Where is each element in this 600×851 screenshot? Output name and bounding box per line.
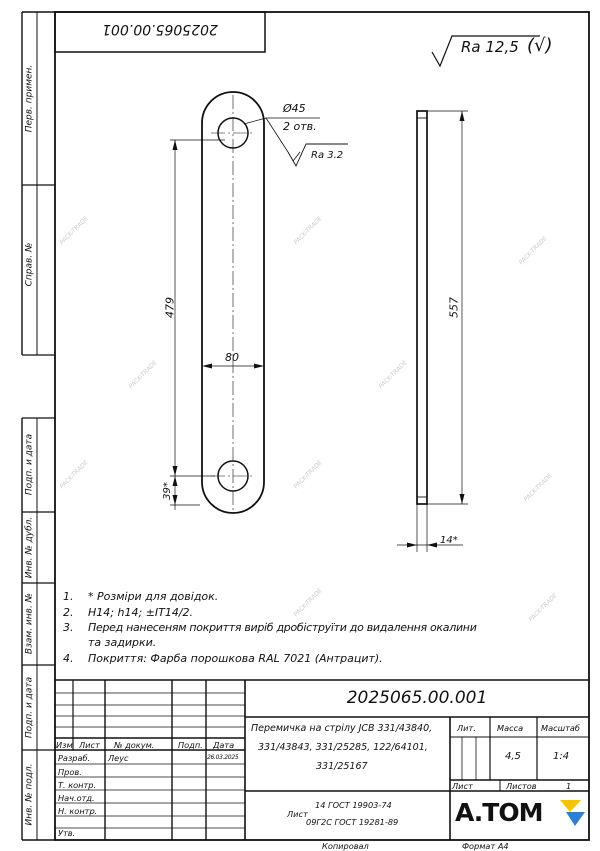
dim-length: 479	[163, 297, 177, 318]
watermark: PACK-TRADE	[292, 459, 324, 491]
stamp-top: 2025065.00.001	[102, 21, 218, 37]
note-text: * Розміри для довідок.	[88, 590, 219, 603]
side-view	[417, 111, 427, 504]
side-label-podp-data-1: Подп. и дата	[24, 433, 35, 496]
note-text: Покриття: Фарба порошкова RAL 7021 (Антрацит).	[88, 652, 383, 665]
lit-label: Лит.	[457, 723, 476, 733]
copied-label: Копировал	[322, 841, 369, 851]
developer-date: 26.03.2025	[207, 754, 239, 761]
developer-name: Леус	[108, 753, 129, 763]
dim-thickness: 14*	[440, 535, 458, 546]
hole-count: 2 отв.	[283, 120, 317, 133]
hole-roughness: Ra 3.2	[311, 150, 344, 161]
dim-total-length: 557	[447, 297, 461, 318]
note-num: 1.	[63, 590, 74, 603]
col-izm: Изм	[56, 740, 73, 750]
note-num: 4.	[63, 652, 74, 665]
role: Утв.	[58, 828, 76, 838]
watermark: PACK-TRADE	[292, 587, 324, 619]
role: Т. контр.	[58, 780, 97, 790]
mass-value: 4,5	[505, 751, 521, 762]
title-line-2: 331/43843, 331/25285, 122/64101,	[258, 742, 428, 753]
watermark: PACK-TRADE	[58, 459, 90, 491]
title-line-1: Перемичка на стрілу JCB 331/43840,	[251, 723, 433, 734]
col-podp: Подп.	[178, 740, 203, 750]
role: Пров.	[58, 767, 82, 777]
watermark: PACK-TRADE	[527, 592, 559, 624]
role: Н. контр.	[58, 806, 98, 816]
scale-label: Масштаб	[541, 723, 580, 733]
watermark: PACK-TRADE	[127, 359, 159, 391]
scale-value: 1:4	[553, 751, 570, 762]
sheets-label: Листов	[506, 781, 537, 791]
title-line-3: 331/25167	[316, 761, 368, 772]
note-text: Перед нанесеням покриття виріб дробіструїти до видалення окалини	[88, 621, 477, 634]
role: Разраб.	[58, 753, 91, 763]
side-label-inv-podl: Инв. № подл.	[24, 763, 35, 826]
material-1: 14 ГОСТ 19903-74	[315, 800, 392, 810]
note-text: H14; h14; ±IT14/2.	[88, 606, 194, 619]
note-num: 2.	[63, 606, 74, 619]
side-label-inv-dubl: Инв. № дубл.	[24, 516, 35, 579]
material-2: 09Г2С ГОСТ 19281-89	[306, 817, 399, 827]
format-label: Формат А4	[462, 841, 509, 851]
dim-width: 80	[225, 351, 239, 364]
doc-number: 2025065.00.001	[346, 688, 488, 708]
watermark: PACK-TRADE	[377, 359, 409, 391]
dim-end-offset: 39*	[162, 482, 173, 500]
side-label-vzam-inv: Взам. инв. №	[24, 592, 35, 655]
watermark: PACK-TRADE	[58, 215, 90, 247]
company-logo: A.TOM	[455, 798, 543, 827]
sheets-count: 1	[566, 781, 572, 791]
roughness-general: Ra 12,5	[461, 38, 519, 56]
mass-label: Масса	[497, 723, 524, 733]
note-text: та задирки.	[88, 636, 157, 649]
col-doc-num: № докум.	[114, 740, 155, 750]
watermark: PACK-TRADE	[517, 235, 549, 267]
role: Нач.отд.	[58, 793, 95, 803]
watermark: PACK-TRADE	[292, 215, 324, 247]
sheet-label: Лист	[452, 781, 473, 791]
material-prefix: Лист	[287, 809, 308, 819]
side-label-perv-primen: Перв. примен.	[24, 64, 35, 133]
roughness-check-icon: (√)	[527, 35, 553, 56]
col-data: Дата	[213, 740, 235, 750]
side-label-podp-data-2: Подп. и дата	[24, 676, 35, 739]
hole-diameter: Ø45	[283, 102, 306, 115]
watermark: PACK-TRADE	[522, 472, 554, 504]
col-list: Лист	[79, 740, 100, 750]
side-label-sprav-no: Справ. №	[24, 242, 35, 287]
note-num: 3.	[63, 621, 74, 634]
